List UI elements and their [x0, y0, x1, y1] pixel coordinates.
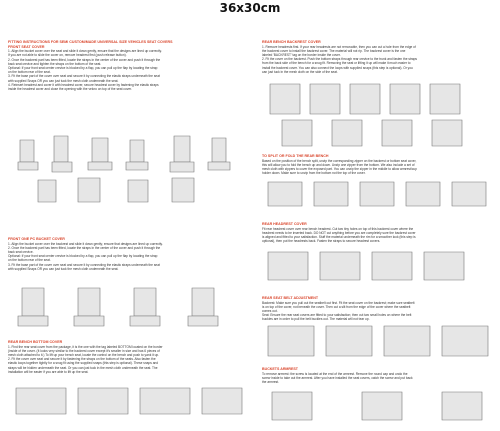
instruction-line: is aligned and fitted to your satisfaction. Stuff the material underneath the rim for a smoother look (this step is [262, 235, 416, 239]
headrest-icon [262, 246, 494, 286]
rear-backrest-text [262, 45, 494, 74]
instruction-line: 3. Fit the base part of the cover over seat and secure it by connecting the elastic straps underneath the seat [8, 74, 160, 79]
instruction-line: installation will be easier if you are able to lift up the seat. [8, 369, 89, 374]
instruction-line: Seat: Ensure the rear seat covers are fitted to your satisfaction; then cut two small holes on where the belt [262, 313, 412, 318]
instruction-line: install the backrest cover. You can also connect the loops with supplied snaps (this step is optional). Or you [262, 65, 413, 70]
bucket-armrest-section [262, 367, 494, 384]
belt-illustrations [262, 322, 494, 362]
instruction-line: 2. Once the backrest part has been fitted, locate the straps in the center of the cover and push it through the [8, 57, 161, 62]
instruction-line: on the bottom rear of the seat. [8, 258, 51, 263]
instruction-line: Optional: If your front seat center crevice is blocked by a flap, you can pull up the flap by locating the strap [8, 254, 158, 259]
instruction-line: 2. Fit the cover on the backrest. Push the bottom straps through rear crevice to the trunk and fasten the straps [262, 57, 418, 62]
bench-seat-icon [8, 378, 248, 426]
instruction-line: 2. Once the backrest part has been fitted, locate the straps in the center of the cover and push it through the [8, 245, 161, 250]
instruction-line: on the bottom rear of the seat. [8, 70, 51, 75]
instruction-line: 4. Reinsert headrest and cover it with headrest cover, secure headrest cover by fastening the elastic straps [8, 82, 159, 87]
headrest-title: REAR HEADREST COVER [262, 222, 307, 226]
split-illustrations [262, 178, 494, 210]
instruction-line: 1. Remove headrests first. If your rear headrests are not removable, then you can cut a hole from the edge of [262, 44, 416, 49]
instruction-line: 2. Fit the cover over seat and secure it by fastening the straps on the bottom of the seats. Also fasten the [8, 357, 156, 362]
instruction-line: holder down. Make sure to unzip from the bottom not the top of the cover. [262, 171, 366, 176]
belt-text [262, 301, 494, 322]
belt-section [262, 296, 494, 322]
rear-bottom-title: REAR BENCH BOTTOM COVER [8, 340, 63, 344]
bucket-text [262, 372, 494, 385]
instruction-line: straps will be hidden underneath the seat. Or you can just tuck in the mesh cloth underneath the seat. The [8, 365, 158, 370]
instruction-line: optional), then put the headrests back. Fasten the straps to secure headrest covers. [262, 239, 381, 244]
instruction-line: Based on the position of the bench split, unzip the corresponding zipper on the backrest or bottom seat cover, [262, 158, 417, 163]
front-seat-section [8, 40, 248, 91]
instruction-line: To remove armrest: the screw is located at the end of the armrest. Remove the round cap and undo the [262, 371, 408, 376]
instruction-line: the armrest. [262, 380, 280, 384]
bucket-title: BUCKETS ARMREST [262, 367, 299, 371]
instruction-line: (inside of the cover. (It looks very similar to the backrest cover except it's smaller in size and has 6 pieces of [8, 348, 160, 353]
headrest-illustrations [262, 246, 494, 286]
instruction-line: 1. Align the bucket cover over the backrest and slide it down gently; ensure that designs are lined up correctly. [8, 241, 163, 246]
split-title: TO SPLIT OR FOLD THE REAR BENCH [262, 154, 329, 158]
split-text [262, 159, 494, 176]
instruction-line: Backrest: Make sure you pull out the seatbelt out first. Fit the seat cover on the backrest; make sure seatbelt [262, 300, 415, 305]
rear-bottom-text [8, 345, 248, 374]
seat-diagram-icon [8, 130, 248, 208]
rear-backrest-title: REAR BENCH BACKREST COVER [262, 40, 321, 44]
bucket-seat-icon [8, 284, 248, 332]
instruction-line: 3. Fit the base part of the cover over seat and secure it by connecting the elastic straps underneath the seat [8, 262, 160, 267]
rear-backrest-section [262, 40, 494, 74]
armrest-icon [262, 386, 494, 426]
front-seat-illustrations [8, 130, 248, 208]
front-seat-title: FRONT SEAT COVER [8, 44, 45, 49]
instruction-line: screw inside to take out the armrest. After you have installed the seat covers, catch the screw and put back [262, 375, 413, 380]
armrest-illustrations [262, 386, 494, 426]
one-pc-text [8, 242, 248, 271]
instruction-line: back seat crevice and tighten the straps on the bottom of the seat. [8, 61, 102, 66]
rear-bottom-illustrations [8, 378, 248, 426]
belt-title: REAR SEAT BELT ADJUSTMENT [262, 296, 319, 300]
instruction-line: this will allow you to fold the bench up and down. Unzip one zipper from the bottom. We also include a set of [262, 162, 415, 167]
instruction-line: with supplied Snaps OR you can just tuck the mesh cloth underneath the seat. [8, 266, 119, 271]
backrest-diagram-icon [262, 78, 494, 150]
instruction-line: headrest needs to be inserted back. DO NOT cut anything before you are completely sure the backrest cover [262, 230, 416, 235]
instruction-line: mesh cloth with zippers to cover the exposed part. You can unzip the zipper in the middle to allow armrest/cup [262, 167, 417, 171]
one-pc-title: FRONT ONE PC BUCKET COVER [8, 237, 65, 241]
instruction-line: buckles are in order to pull the belt buckles out. The material will not tear up. [262, 317, 370, 322]
front-seat-text [8, 49, 248, 91]
universal-title: FITTING INSTRUCTIONS FOR SEMI CUSTOM/MADE UNIVERSAL SIZE VEHICLES SEAT COVERS [8, 40, 173, 44]
instruction-line: the backrest cover to install the backrest cover. The material will not rip. The backrest cover is the one [262, 48, 406, 53]
instruction-line: with supplied Snaps OR you can just tuck the mesh cloth underneath the seat. [8, 78, 119, 83]
instruction-line: labeled 'BACKREST' tag on the border inside the cover. [262, 53, 341, 57]
one-pc-illustrations [8, 284, 248, 332]
zipper-icon [262, 178, 494, 210]
headrest-text [262, 227, 494, 244]
instruction-line: is on top of the cover, not beneath the cover. Then cut a slit from the edge of the cover where the seatbelt [262, 304, 411, 309]
instruction-line: 1. Align the bucket cover over the seat and slide it down gently, ensure that the designs are lined up correctly. [8, 49, 162, 54]
split-section [262, 154, 494, 175]
instruction-line: comes out. [262, 309, 278, 313]
headrest-section [262, 222, 494, 243]
instruction-line: Fit rear headrest cover over rear bench headrest. Cut two tiny holes on top of this backrest cover where the [262, 226, 414, 231]
instruction-line: 1. Find the rear seat cover from the package, it is the one with the tag labeled BOTTOM located on the border [8, 344, 163, 349]
rear-backrest-illustrations [262, 78, 494, 150]
instruction-line: from the back side of the bench for a snug fit. Removing the seat or lifting it up will make it much easier to [262, 61, 411, 66]
instruction-line: back seat crevice. [8, 250, 34, 254]
instruction-line: mesh cloth attached to it.) To lift up your bench seat, locate the control on the bench and push to yank it up. [8, 353, 160, 357]
rear-bottom-section [8, 340, 248, 374]
instruction-line: inside the headrest cover and close the opening with the velcro on top of the seat cover. [8, 87, 132, 92]
instruction-line: Optional: If your front seat center crevice is blocked by a flap, you can pull up the flap by locating the strap [8, 66, 158, 70]
instruction-line: elastic loops together tightly for a snug fit using the supplied snaps (this step is optional). These snaps and [8, 361, 159, 366]
size-title: 36x30cm [219, 1, 281, 15]
instruction-line: If you are not able to slide the cover on, remove headrest first (push release button). [8, 53, 127, 58]
instruction-line: can just tuck in the mesh cloth on the side of the seat. [262, 69, 338, 74]
one-pc-section [8, 237, 248, 271]
seatbelt-icon [262, 322, 494, 362]
